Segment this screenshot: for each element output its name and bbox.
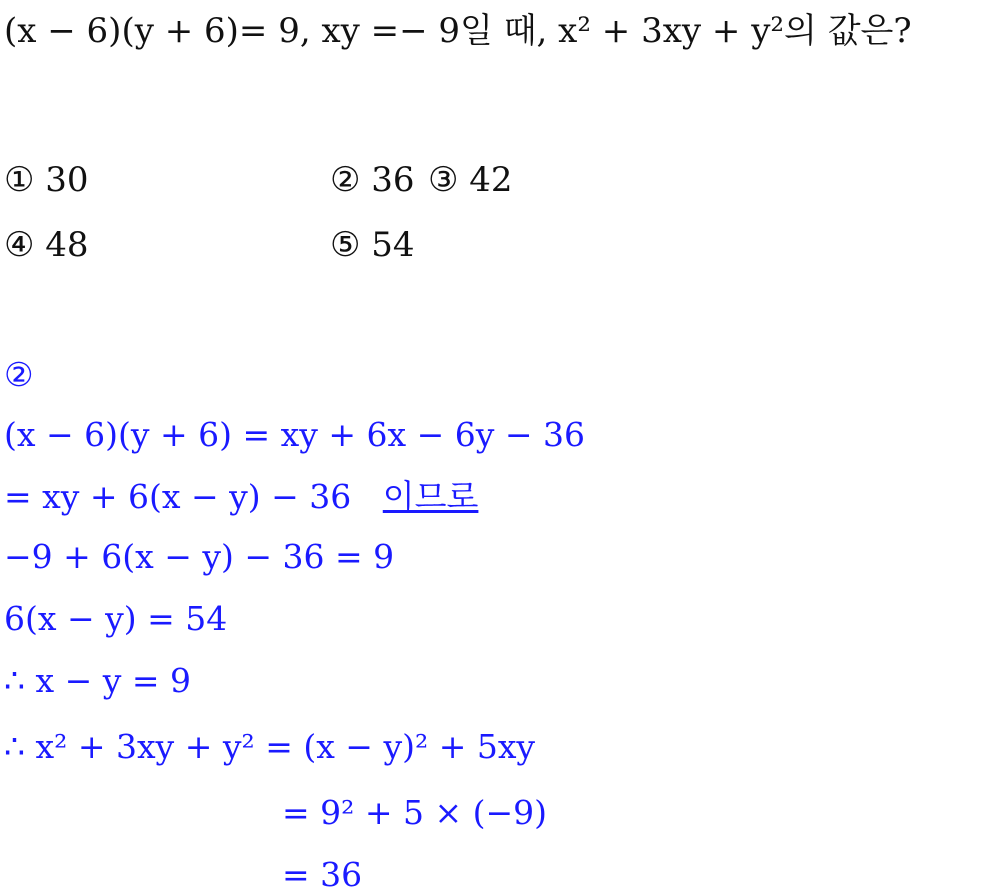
solution-line-7 (282, 793, 548, 832)
solution-line-7-text: = 9² + 5 × (−9) (282, 793, 548, 832)
answer-marker (4, 355, 34, 394)
choice-1-value: 30 (45, 160, 89, 200)
choice-3-value: 42 (469, 160, 513, 200)
choice-5[interactable] (330, 225, 415, 265)
choice-4[interactable] (4, 225, 89, 265)
choice-2[interactable] (330, 160, 415, 200)
question-text: (x − 6)(y + 6)= 9, xy =− 9일 때, x² + 3xy + y²의 값은? (4, 11, 912, 51)
solution-line-2-text: = xy + 6(x − y) − 36 (4, 477, 352, 516)
solution-line-6 (4, 727, 536, 766)
choice-2-marker: ② (330, 160, 361, 200)
solution-line-1-text: (x − 6)(y + 6) = xy + 6x − 6y − 36 (4, 415, 586, 454)
question (4, 11, 912, 51)
solution-line-8-text: = 36 (282, 855, 363, 894)
solution-line-5-text: ∴ x − y = 9 (4, 661, 191, 700)
choice-4-marker: ④ (4, 225, 35, 265)
solution-line-3-text: −9 + 6(x − y) − 36 = 9 (4, 537, 395, 576)
answer-marker-text: ② (4, 355, 34, 394)
solution-line-6-text: ∴ x² + 3xy + y² = (x − y)² + 5xy (4, 727, 536, 766)
choice-1[interactable] (4, 160, 89, 200)
solution-line-4-text: 6(x − y) = 54 (4, 599, 228, 638)
choice-2-value: 36 (371, 160, 415, 200)
choice-3[interactable] (428, 160, 513, 200)
solution-line-4 (4, 599, 228, 638)
solution-line-1 (4, 415, 586, 454)
choice-4-value: 48 (45, 225, 89, 265)
choice-1-marker: ① (4, 160, 35, 200)
solution-line-5 (4, 661, 191, 700)
choice-5-marker: ⑤ (330, 225, 361, 265)
solution-line-2-suffix: 이므로 (382, 477, 479, 516)
choice-5-value: 54 (371, 225, 415, 265)
solution-line-8 (282, 855, 363, 894)
solution-line-2 (4, 477, 479, 516)
choice-3-marker: ③ (428, 160, 459, 200)
solution-line-3 (4, 537, 395, 576)
